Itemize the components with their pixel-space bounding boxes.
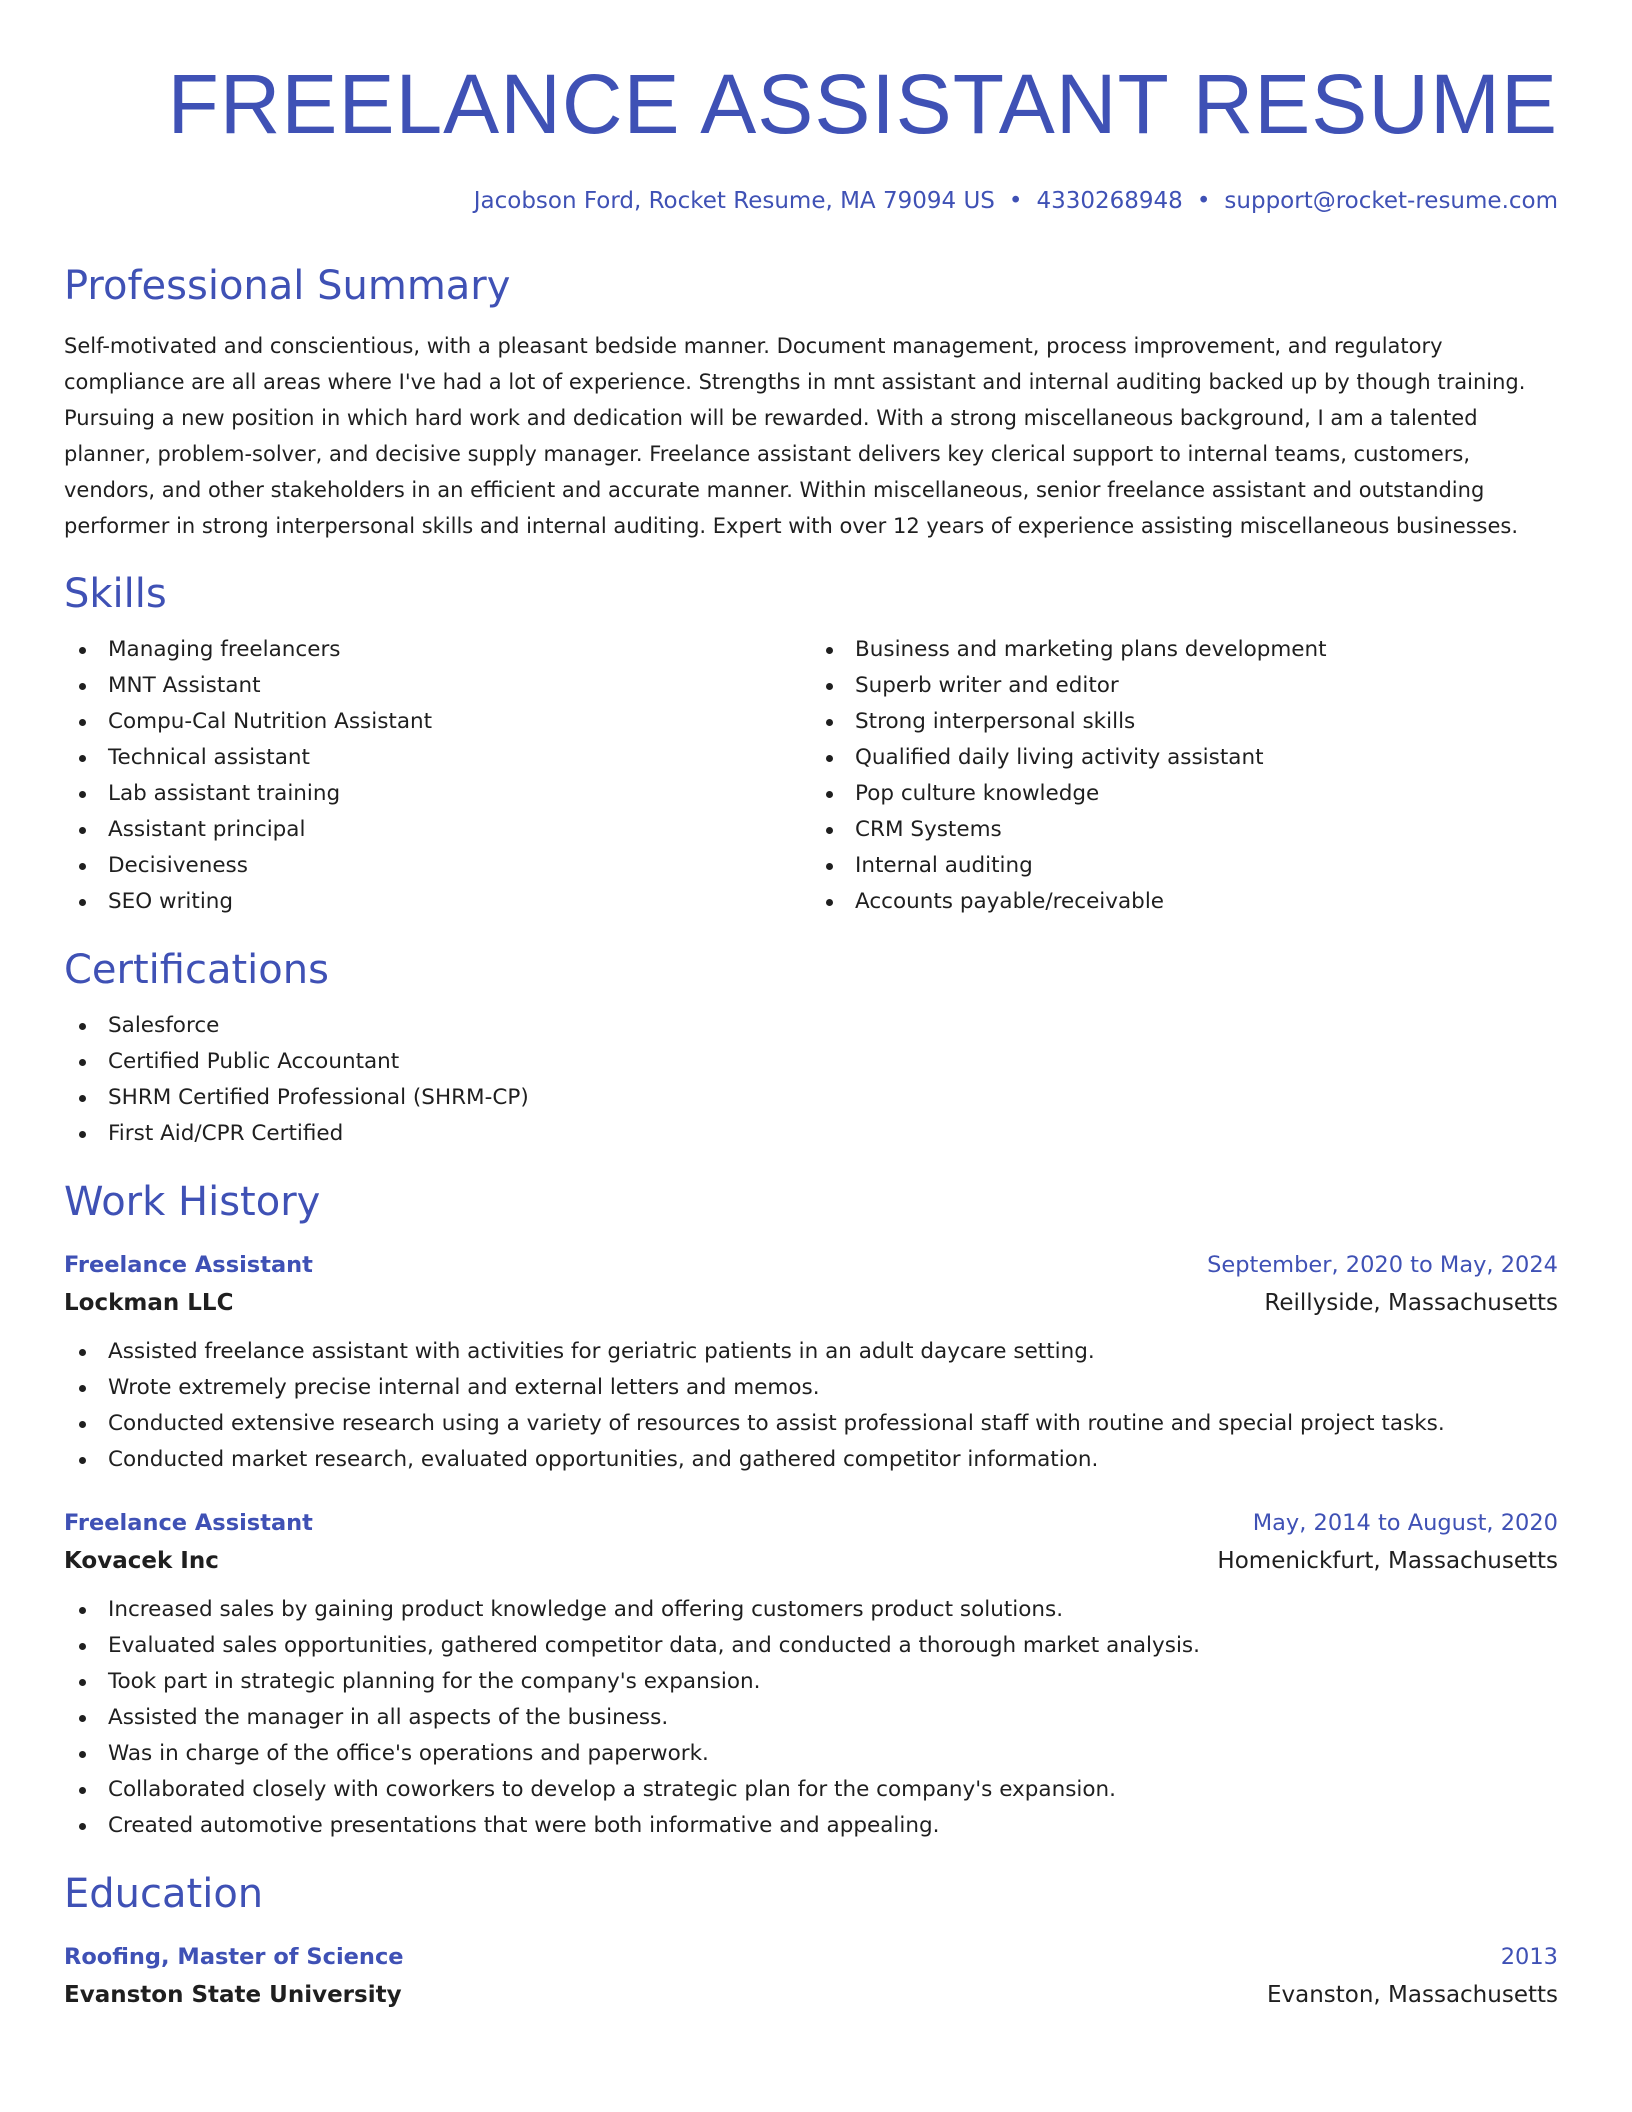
skills-columns: [64, 618, 1558, 920]
job-location: Reillyside, Massachusetts: [1264, 1290, 1558, 1316]
job-duty-item: Collaborated closely with coworkers to develop a strategic plan for the company's expansion.: [64, 1772, 1558, 1808]
skill-item: Compu-Cal Nutrition Assistant: [64, 704, 811, 740]
certification-item: Certified Public Accountant: [64, 1044, 1558, 1080]
job-company: Lockman LLC: [64, 1290, 234, 1316]
contact-phone[interactable]: 4330268948: [1036, 188, 1183, 214]
job-duty-item: Assisted freelance assistant with activities for geriatric patients in an adult daycare setting.: [64, 1334, 1558, 1370]
job-entry: [64, 1246, 1558, 1478]
job-company: Kovacek Inc: [64, 1548, 219, 1574]
skill-item: Lab assistant training: [64, 776, 811, 812]
job-dates: September, 2020 to May, 2024: [1207, 1252, 1558, 1278]
job-title: Freelance Assistant: [64, 1252, 313, 1278]
education-heading: Education: [64, 1871, 264, 1917]
skill-item: Business and marketing plans development: [811, 632, 1558, 668]
work-history-section: [64, 1178, 1558, 1844]
skill-item: MNT Assistant: [64, 668, 811, 704]
skills-section: [64, 570, 1558, 920]
work-history-heading: Work History: [64, 1179, 321, 1225]
job-duty-item: Assisted the manager in all aspects of the business.: [64, 1700, 1558, 1736]
job-location: Homenickfurt, Massachusetts: [1217, 1548, 1558, 1574]
skills-list-left: [64, 632, 811, 920]
certification-item: SHRM Certified Professional (SHRM-CP): [64, 1080, 1558, 1116]
skill-item: Pop culture knowledge: [811, 776, 1558, 812]
skill-item: Strong interpersonal skills: [811, 704, 1558, 740]
job-header-row: [64, 1246, 1558, 1284]
summary-heading: Professional Summary: [64, 263, 511, 309]
education-entry: [64, 1938, 1558, 2014]
job-company-row: [64, 1284, 1558, 1322]
skill-item: Superb writer and editor: [811, 668, 1558, 704]
contact-email[interactable]: support@rocket-resume.com: [1224, 188, 1558, 214]
skill-item: Accounts payable/receivable: [811, 884, 1558, 920]
job-duty-item: Increased sales by gaining product knowledge and offering customers product solutions.: [64, 1592, 1558, 1628]
job-duty-item: Wrote extremely precise internal and external letters and memos.: [64, 1370, 1558, 1406]
contact-separator: •: [1008, 188, 1023, 214]
education-header-row: [64, 1938, 1558, 1976]
skill-item: Internal auditing: [811, 848, 1558, 884]
skill-item: Qualified daily living activity assistant: [811, 740, 1558, 776]
certification-item: Salesforce: [64, 1008, 1558, 1044]
contact-address: Jacobson Ford, Rocket Resume, MA 79094 US: [473, 188, 995, 214]
skill-item: Assistant principal: [64, 812, 811, 848]
job-title: Freelance Assistant: [64, 1510, 313, 1536]
job-duty-item: Took part in strategic planning for the company's expansion.: [64, 1664, 1558, 1700]
job-entry: [64, 1504, 1558, 1844]
job-duty-item: Created automotive presentations that were both informative and appealing.: [64, 1808, 1558, 1844]
job-duty-item: Evaluated sales opportunities, gathered competitor data, and conducted a thorough market analysis.: [64, 1628, 1558, 1664]
skill-item: SEO writing: [64, 884, 811, 920]
job-duties-list: [64, 1592, 1558, 1844]
skill-item: CRM Systems: [811, 812, 1558, 848]
job-duties-list: [64, 1334, 1558, 1478]
skill-item: Technical assistant: [64, 740, 811, 776]
skill-item: Managing freelancers: [64, 632, 811, 668]
education-section: [64, 1870, 1558, 2014]
skills-list-right: [811, 632, 1558, 920]
skill-item: Decisiveness: [64, 848, 811, 884]
certification-item: First Aid/CPR Certified: [64, 1116, 1558, 1152]
education-school-row: [64, 1976, 1558, 2014]
certifications-section: [64, 946, 1558, 1152]
job-dates: May, 2014 to August, 2020: [1252, 1510, 1558, 1536]
certifications-list: [64, 1008, 1558, 1152]
contact-separator: •: [1196, 188, 1211, 214]
resume-title: FREELANCE ASSISTANT RESUME: [167, 57, 1558, 151]
job-header-row: [64, 1504, 1558, 1542]
education-location: Evanston, Massachusetts: [1266, 1982, 1558, 2008]
skills-heading: Skills: [64, 571, 167, 617]
job-duty-item: Conducted extensive research using a variety of resources to assist professional staff with routine and special project tasks.: [64, 1406, 1558, 1442]
resume-page: [64, 0, 1558, 2014]
certifications-heading: Certifications: [64, 947, 329, 993]
summary-text: Self-motivated and conscientious, with a pleasant bedside manner. Document management, process improvement, and regulatory compliance are all areas where I've had a lot of experience. Strengths in mnt assistant and internal auditing backed up by though training. Pursuing a new position in which hard work and dedication will be rewarded. With a strong miscellaneous background, I am a talented planner, problem-solver, and decisive supply manager. Freelance assistant delivers key clerical support to internal teams, customers, vendors, and other stakeholders in an efficient and accurate manner. Within miscellaneous, senior freelance assistant and outstanding performer in strong interpersonal skills and internal auditing. Expert with over 12 years of experience assisting miscellaneous businesses.: [64, 334, 1526, 538]
education-school: Evanston State University: [64, 1982, 402, 2008]
education-degree: Roofing, Master of Science: [64, 1944, 404, 1970]
job-company-row: [64, 1542, 1558, 1580]
contact-line: [64, 186, 1558, 216]
job-duty-item: Conducted market research, evaluated opportunities, and gathered competitor information.: [64, 1442, 1558, 1478]
job-duty-item: Was in charge of the office's operations and paperwork.: [64, 1736, 1558, 1772]
education-year: 2013: [1500, 1944, 1558, 1970]
